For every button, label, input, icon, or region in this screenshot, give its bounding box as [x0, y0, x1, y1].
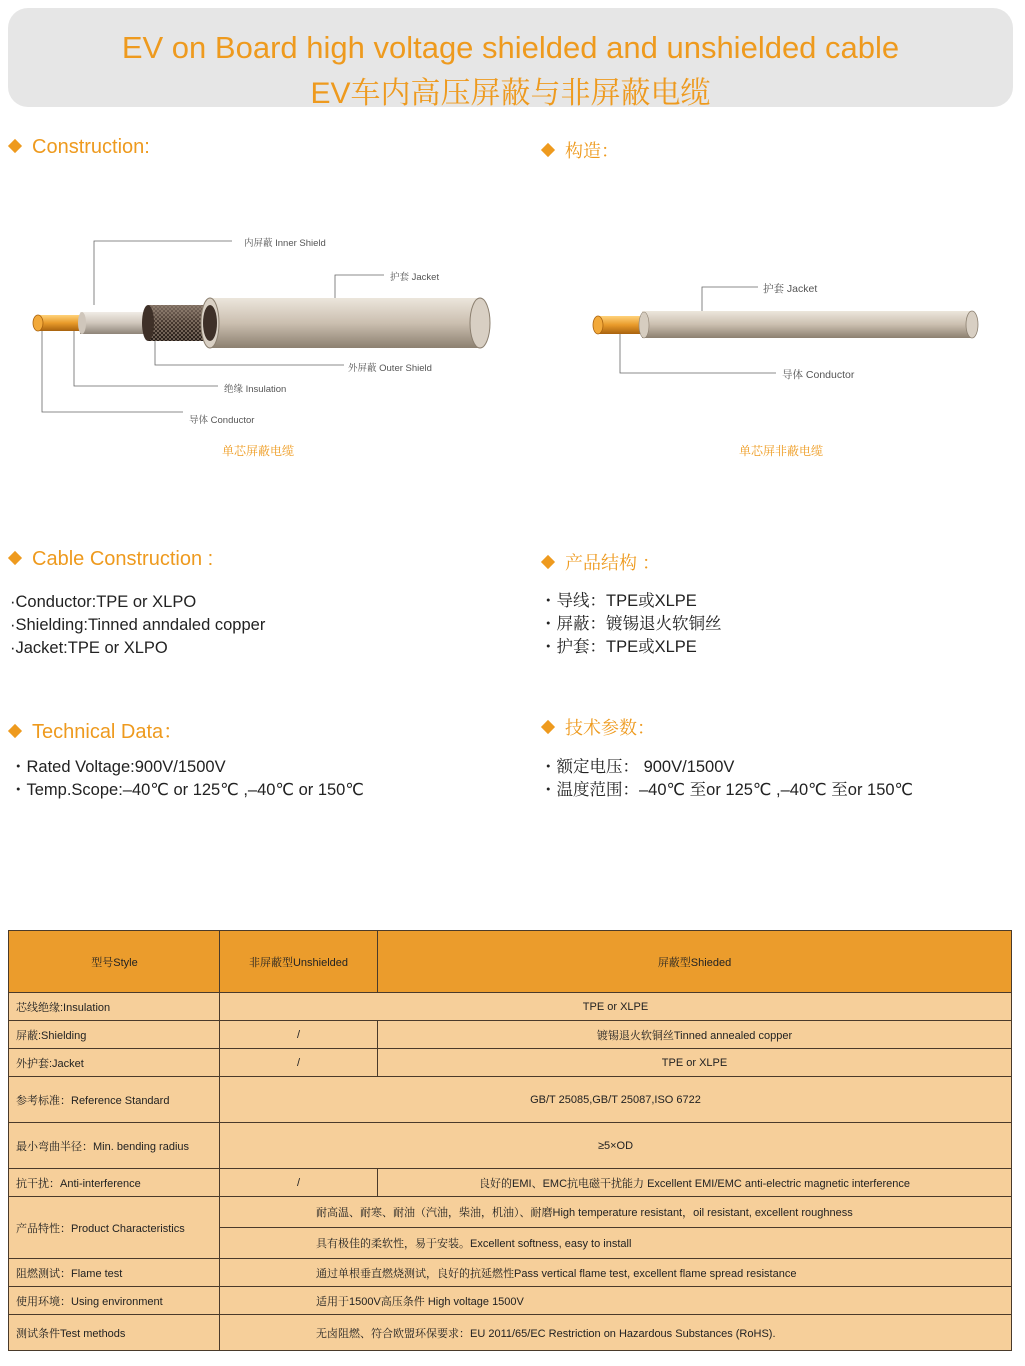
table-row: [9, 1123, 1012, 1169]
technical-data-list-en: [10, 756, 364, 802]
row-value: TPE or XLPE: [220, 993, 1012, 1021]
row-value: GB/T 25085,GB/T 25087,ISO 6722: [220, 1077, 1012, 1123]
cable-construction-heading-en: Cable Construction :: [10, 548, 213, 571]
row-label: 芯线绝缘:Insulation: [9, 993, 220, 1021]
label-outer-shield: 外屏蔽 Outer Shield: [348, 363, 432, 374]
construction-heading-cn: 构造：: [543, 137, 619, 163]
row-label: 屏蔽:Shielding: [9, 1021, 220, 1049]
header-unshielded: 非屏蔽型Unshielded: [220, 931, 378, 993]
shielded-caption: 单芯屏蔽电缆: [222, 444, 295, 458]
row-value-unshielded: /: [220, 1021, 378, 1049]
cable-construction-heading-cn: 产品结构 ：: [543, 549, 660, 575]
table-row: [9, 1259, 1012, 1287]
diamond-icon: [8, 551, 22, 565]
row-label: 阻燃测试：Flame test: [9, 1259, 220, 1287]
technical-data-list-cn: [540, 756, 913, 802]
row-value-unshielded: /: [220, 1169, 378, 1197]
label-unshielded-jacket: 护套 Jacket: [763, 283, 818, 295]
unshielded-caption: 单芯屏非蔽电缆: [739, 444, 824, 458]
diamond-icon: [541, 143, 555, 157]
row-value-unshielded: /: [220, 1049, 378, 1077]
list-item: ・屏蔽：镀锡退火软铜丝: [540, 615, 722, 633]
label-inner-shield: 内屏蔽 Inner Shield: [244, 238, 326, 249]
row-label: 最小弯曲半径：Min. bending radius: [9, 1123, 220, 1169]
construction-heading-en: Construction:: [10, 136, 150, 159]
table-row: [9, 1287, 1012, 1315]
list-item: ・导线：TPE或XLPE: [540, 592, 697, 610]
list-item: ·Shielding:Tinned anndaled copper: [10, 616, 266, 634]
list-item: ・额定电压： 900V/1500V: [540, 758, 735, 776]
row-value-shielded: TPE or XLPE: [378, 1049, 1012, 1077]
row-label: 外护套:Jacket: [9, 1049, 220, 1077]
row-label: 参考标准：Reference Standard: [9, 1077, 220, 1123]
cable-construction-list-cn: [540, 590, 722, 659]
label-insulation: 绝缘 Insulation: [224, 384, 287, 395]
header-shielded: 屏蔽型Shieded: [378, 931, 1012, 993]
specification-table: [8, 930, 1012, 1351]
table-row: [9, 1049, 1012, 1077]
row-value: 通过单根垂直燃烧测试，良好的抗延燃性Pass vertical flame test, excellent flame spread resistance: [220, 1259, 1012, 1287]
diamond-icon: [8, 139, 22, 153]
list-item: ・温度范围：–40℃ 至or 125℃ ,–40℃ 至or 150℃: [540, 781, 914, 799]
title-banner: [8, 8, 1013, 110]
table-row: [9, 993, 1012, 1021]
row-value: 具有极佳的柔软性，易于安装。Excellent softness, easy to install: [220, 1228, 1012, 1259]
title-chinese: EV车内高压屏蔽与非屏蔽电缆: [310, 77, 711, 110]
cable-construction-list-en: [10, 591, 265, 660]
list-item: ·Conductor:TPE or XLPO: [10, 593, 197, 611]
list-item: ·Jacket:TPE or XLPO: [10, 639, 168, 657]
table-header-row: [9, 931, 1012, 993]
row-value: 适用于1500V高压条件 High voltage 1500V: [220, 1287, 1012, 1315]
table-row: [9, 1197, 1012, 1228]
table-row: [9, 1169, 1012, 1197]
label-jacket: 护套 Jacket: [390, 272, 440, 283]
header-style: 型号Style: [9, 931, 220, 993]
table-row: [9, 1077, 1012, 1123]
row-label: 抗干扰：Anti-interference: [9, 1169, 220, 1197]
row-label: 产品特性：Product Characteristics: [9, 1197, 220, 1259]
row-value-shielded: 镀锡退火软铜丝Tinned annealed copper: [378, 1021, 1012, 1049]
table-row: [9, 1315, 1012, 1351]
row-value-shielded: 良好的EMI、EMC抗电磁干扰能力 Excellent EMI/EMC anti-electric magnetic interference: [378, 1169, 1012, 1197]
list-item: ・Rated Voltage:900V/1500V: [10, 758, 226, 776]
diamond-icon: [541, 555, 555, 569]
row-value: 无卤阻燃、符合欧盟环保要求：EU 2011/65/EC Restriction on Hazardous Substances (RoHS).: [220, 1315, 1012, 1351]
row-value: ≥5×OD: [220, 1123, 1012, 1169]
diamond-icon: [541, 720, 555, 734]
row-label: 测试条件Test methods: [9, 1315, 220, 1351]
row-value: 耐高温、耐寒、耐油（汽油，柴油，机油）、耐磨High temperature resistant，oil resistant, excellent roughness: [220, 1197, 1012, 1228]
table-row: [9, 1021, 1012, 1049]
label-conductor: 导体 Conductor: [189, 415, 255, 426]
technical-data-heading-en: Technical Data：: [10, 715, 183, 744]
diamond-icon: [8, 724, 22, 738]
title-english: EV on Board high voltage shielded and unshielded cable: [121, 30, 900, 65]
shielded-cable-diagram: [0, 225, 520, 435]
label-unshielded-conductor: 导体 Conductor: [782, 369, 855, 381]
list-item: ・护套：TPE或XLPE: [540, 638, 697, 656]
technical-data-heading-cn: 技术参数：: [543, 714, 655, 740]
list-item: ・Temp.Scope:–40℃ or 125℃ ,–40℃ or 150℃: [10, 781, 364, 799]
row-label: 使用环境：Using environment: [9, 1287, 220, 1315]
